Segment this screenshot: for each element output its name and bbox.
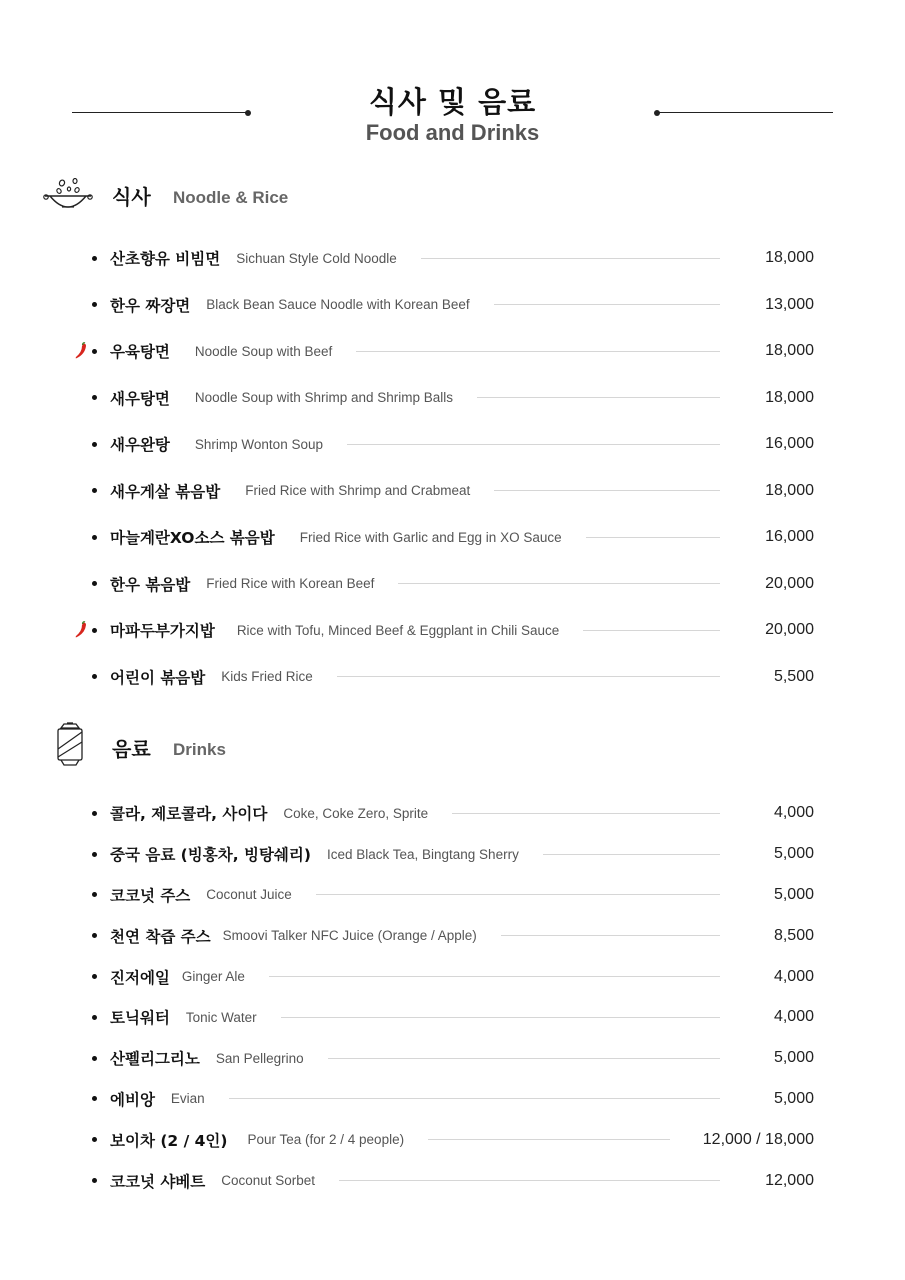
menu-item <box>0 875 905 916</box>
item-price: 5,500 <box>773 667 814 685</box>
menu-item <box>0 375 905 422</box>
menu-item <box>0 282 905 329</box>
item-name-korean: 중국 음료 (빙홍차, 빙탕쉐리) <box>110 846 311 865</box>
bullet <box>92 302 97 307</box>
bullet <box>92 811 97 816</box>
item-price: 16,000 <box>765 528 814 546</box>
menu-item <box>0 915 905 956</box>
item-name-korean: 새우완탕 <box>110 436 170 455</box>
item-price: 18,000 <box>765 342 814 360</box>
item-name-korean: 한우 짜장면 <box>110 296 191 315</box>
food-section-header <box>0 184 905 232</box>
menu-item <box>0 514 905 561</box>
menu-item <box>0 1119 905 1160</box>
menu-item <box>0 561 905 608</box>
item-name-english: Coconut Sorbet <box>221 1173 316 1189</box>
item-name-korean: 콜라, 제로콜라, 사이다 <box>110 805 268 824</box>
item-price: 18,000 <box>765 388 814 406</box>
item-name-english: Iced Black Tea, Bingtang Sherry <box>326 846 519 862</box>
item-name-english: Kids Fried Rice <box>221 669 313 685</box>
menu-item <box>0 421 905 468</box>
item-name-korean: 우육탕면 <box>110 343 170 362</box>
item-price: 4,000 <box>773 967 814 985</box>
menu-item <box>0 1079 905 1120</box>
item-name-english: Rice with Tofu, Minced Beef & Eggplant in Chili Sauce <box>236 622 560 638</box>
item-price: 12,000 <box>765 1171 814 1189</box>
bullet <box>92 442 97 447</box>
item-name-english: San Pellegrino <box>215 1050 304 1066</box>
chili-pepper-icon <box>74 342 88 360</box>
leader-line <box>347 444 720 445</box>
leader-line <box>452 813 720 814</box>
bullet <box>92 535 97 540</box>
leader-line <box>421 258 720 259</box>
item-name-korean: 코코넛 샤베트 <box>110 1172 206 1191</box>
item-price: 18,000 <box>765 481 814 499</box>
bullet <box>92 1096 97 1101</box>
item-name-english: Noodle Soup with Beef <box>194 343 333 359</box>
item-name-korean: 코코넛 주스 <box>110 886 191 905</box>
menu-item <box>0 607 905 654</box>
bullet <box>92 974 97 979</box>
item-price: 5,000 <box>773 1089 814 1107</box>
leader-line <box>337 676 720 677</box>
bullet <box>92 581 97 586</box>
menu-item <box>0 834 905 875</box>
item-price: 5,000 <box>773 845 814 863</box>
menu-item <box>0 1038 905 1079</box>
menu-item <box>0 956 905 997</box>
menu-item <box>0 1160 905 1201</box>
item-price: 4,000 <box>773 1008 814 1026</box>
item-price: 12,000 / 18,000 <box>702 1130 814 1148</box>
item-name-english: Smoovi Talker NFC Juice (Orange / Apple) <box>222 928 477 944</box>
leader-line <box>586 537 720 538</box>
item-name-korean: 새우게살 볶음밥 <box>110 482 221 501</box>
item-name-english: Shrimp Wonton Soup <box>194 436 323 452</box>
bullet <box>92 395 97 400</box>
page-title-english: Food and Drinks <box>365 120 540 145</box>
leader-line <box>501 935 720 936</box>
item-name-korean: 에비앙 <box>110 1090 155 1109</box>
item-name-korean: 산펠리그리노 <box>110 1050 200 1069</box>
item-name-korean: 토닉워터 <box>110 1009 170 1028</box>
drinks-section-header <box>0 736 905 784</box>
bullet <box>92 256 97 261</box>
item-price: 20,000 <box>765 574 814 592</box>
leader-line <box>356 351 720 352</box>
menu-item <box>0 235 905 282</box>
drinks-section-title-korean: 음료 <box>112 737 151 761</box>
item-price: 18,000 <box>765 249 814 267</box>
can-icon <box>55 722 87 768</box>
item-price: 4,000 <box>773 804 814 822</box>
item-name-english: Evian <box>170 1091 205 1107</box>
item-name-korean: 진저에일 <box>110 968 170 987</box>
leader-line <box>398 583 720 584</box>
item-name-english: Fried Rice with Korean Beef <box>206 576 375 592</box>
leader-line <box>583 630 720 631</box>
bullet <box>92 488 97 493</box>
leader-line <box>281 1017 720 1018</box>
item-name-korean: 마파두부가지밥 <box>110 622 215 641</box>
item-price: 13,000 <box>765 295 814 313</box>
food-menu-list <box>0 235 905 700</box>
drinks-menu-list <box>0 793 905 1201</box>
item-name-korean: 천연 착즙 주스 <box>110 927 211 946</box>
item-name-english: Pour Tea (for 2 / 4 people) <box>247 1132 405 1148</box>
wok-icon <box>42 178 94 216</box>
bullet <box>92 852 97 857</box>
chili-pepper-icon <box>74 621 88 639</box>
leader-line <box>428 1139 670 1140</box>
bullet <box>92 1137 97 1142</box>
item-name-english: Ginger Ale <box>181 969 245 985</box>
item-name-english: Noodle Soup with Shrimp and Shrimp Balls <box>194 390 454 406</box>
menu-item <box>0 793 905 834</box>
leader-line <box>229 1098 720 1099</box>
food-section-title-english: Noodle & Rice <box>173 188 289 207</box>
item-name-english: Sichuan Style Cold Noodle <box>236 250 397 266</box>
item-name-english: Black Bean Sauce Noodle with Korean Beef <box>206 297 470 313</box>
item-name-korean: 새우탕면 <box>110 389 170 408</box>
food-section-title-korean: 식사 <box>112 185 151 209</box>
page-title-korean: 식사 및 음료 <box>368 85 537 119</box>
item-name-english: Coconut Juice <box>206 887 292 903</box>
leader-line <box>328 1058 720 1059</box>
leader-line <box>494 304 720 305</box>
bullet <box>92 892 97 897</box>
item-price: 16,000 <box>765 435 814 453</box>
item-name-korean: 산초향유 비빔면 <box>110 250 221 269</box>
bullet <box>92 628 97 633</box>
item-price: 20,000 <box>765 621 814 639</box>
item-price: 5,000 <box>773 885 814 903</box>
menu-item <box>0 468 905 515</box>
bullet <box>92 1056 97 1061</box>
bullet <box>92 674 97 679</box>
item-name-korean: 한우 볶음밥 <box>110 575 191 594</box>
menu-item <box>0 328 905 375</box>
item-name-korean: 보이차 (2 / 4인) <box>110 1131 228 1150</box>
leader-line <box>339 1180 720 1181</box>
leader-line <box>316 894 720 895</box>
menu-item <box>0 654 905 701</box>
bullet <box>92 933 97 938</box>
drinks-section-title-english: Drinks <box>173 740 226 759</box>
item-name-korean: 마늘계란XO소스 볶음밥 <box>110 529 275 548</box>
leader-line <box>543 854 720 855</box>
item-name-english: Coke, Coke Zero, Sprite <box>283 805 429 821</box>
item-name-english: Fried Rice with Shrimp and Crabmeat <box>245 483 471 499</box>
leader-line <box>494 490 720 491</box>
bullet <box>92 1015 97 1020</box>
item-name-english: Fried Rice with Garlic and Egg in XO Sauce <box>299 529 562 545</box>
item-name-english: Tonic Water <box>185 1009 257 1025</box>
item-price: 5,000 <box>773 1049 814 1067</box>
leader-line <box>269 976 720 977</box>
bullet <box>92 349 97 354</box>
leader-line <box>477 397 720 398</box>
bullet <box>92 1178 97 1183</box>
item-name-korean: 어린이 볶음밥 <box>110 668 206 687</box>
menu-item <box>0 997 905 1038</box>
item-price: 8,500 <box>773 926 814 944</box>
